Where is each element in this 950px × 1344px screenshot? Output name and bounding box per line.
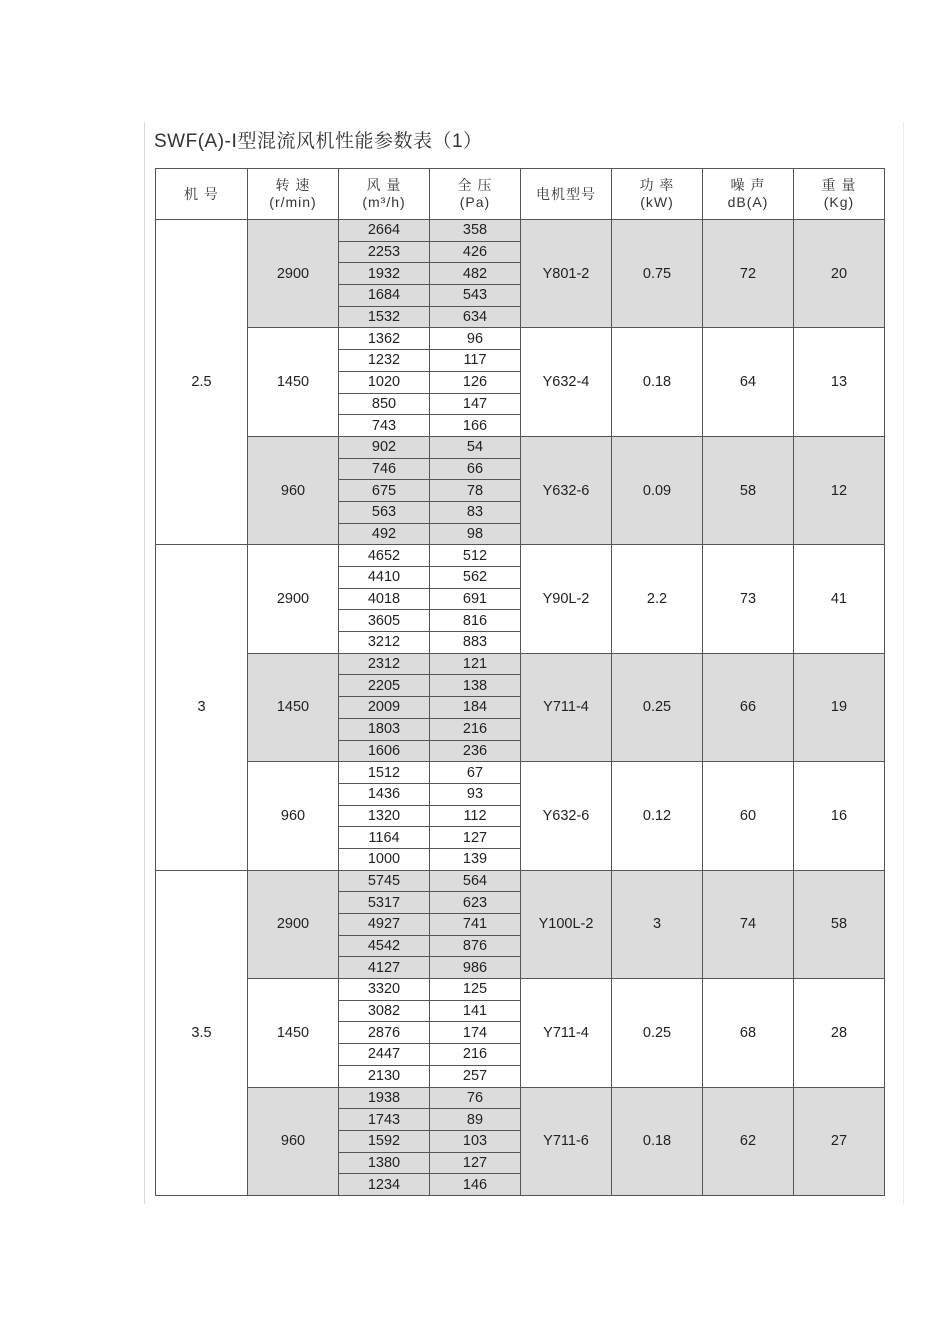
airflow-cell: 5745 — [339, 870, 430, 892]
noise-cell: 66 — [703, 653, 794, 761]
pressure-cell: 564 — [430, 870, 521, 892]
airflow-cell: 4542 — [339, 935, 430, 957]
header-pressure-label: 全 压 — [457, 177, 493, 193]
header-speed-unit: (r/min) — [269, 194, 317, 210]
airflow-cell: 743 — [339, 415, 430, 437]
speed-cell: 1450 — [248, 653, 339, 761]
header-power-unit: (kW) — [640, 194, 674, 210]
airflow-cell: 3212 — [339, 632, 430, 654]
header-power — [612, 169, 703, 220]
header-row — [156, 169, 885, 220]
motor-cell: Y632-6 — [521, 762, 612, 870]
power-cell: 0.09 — [612, 436, 703, 544]
airflow-cell: 1234 — [339, 1174, 430, 1196]
power-cell: 3 — [612, 870, 703, 978]
airflow-cell: 850 — [339, 393, 430, 415]
motor-cell: Y632-4 — [521, 328, 612, 436]
noise-cell: 72 — [703, 220, 794, 328]
pressure-cell: 125 — [430, 979, 521, 1001]
header-model-no: 机 号 — [156, 169, 248, 220]
pressure-cell: 257 — [430, 1065, 521, 1087]
motor-cell: Y100L-2 — [521, 870, 612, 978]
airflow-cell: 1000 — [339, 848, 430, 870]
airflow-cell: 2205 — [339, 675, 430, 697]
header-motor: 电机型号 — [521, 169, 612, 220]
header-noise-label: 噪 声 — [730, 177, 766, 193]
noise-cell: 68 — [703, 979, 794, 1087]
weight-cell: 19 — [794, 653, 885, 761]
pressure-cell: 76 — [430, 1087, 521, 1109]
pressure-cell: 67 — [430, 762, 521, 784]
airflow-cell: 1803 — [339, 718, 430, 740]
pressure-cell: 543 — [430, 285, 521, 307]
noise-cell: 60 — [703, 762, 794, 870]
noise-cell: 62 — [703, 1087, 794, 1195]
pressure-cell: 358 — [430, 220, 521, 242]
table-row — [156, 328, 885, 350]
power-cell: 0.25 — [612, 653, 703, 761]
motor-cell: Y90L-2 — [521, 545, 612, 653]
airflow-cell: 492 — [339, 523, 430, 545]
airflow-cell: 1380 — [339, 1152, 430, 1174]
speed-cell: 1450 — [248, 328, 339, 436]
airflow-cell: 563 — [339, 501, 430, 523]
airflow-cell: 902 — [339, 436, 430, 458]
speed-cell: 2900 — [248, 220, 339, 328]
airflow-cell: 4410 — [339, 567, 430, 589]
table-row — [156, 653, 885, 675]
pressure-cell: 66 — [430, 458, 521, 480]
motor-cell: Y632-6 — [521, 436, 612, 544]
weight-cell: 12 — [794, 436, 885, 544]
airflow-cell: 2876 — [339, 1022, 430, 1044]
header-pressure — [430, 169, 521, 220]
performance-table — [155, 168, 885, 1196]
header-speed — [248, 169, 339, 220]
speed-cell: 960 — [248, 1087, 339, 1195]
table-body — [156, 220, 885, 1196]
model-no-cell: 2.5 — [156, 220, 248, 545]
airflow-cell: 4652 — [339, 545, 430, 567]
table-row — [156, 220, 885, 242]
airflow-cell: 1592 — [339, 1130, 430, 1152]
pressure-cell: 103 — [430, 1130, 521, 1152]
motor-cell: Y711-4 — [521, 979, 612, 1087]
weight-cell: 41 — [794, 545, 885, 653]
pressure-cell: 147 — [430, 393, 521, 415]
pressure-cell: 623 — [430, 892, 521, 914]
pressure-cell: 126 — [430, 371, 521, 393]
weight-cell: 13 — [794, 328, 885, 436]
airflow-cell: 1164 — [339, 827, 430, 849]
speed-cell: 2900 — [248, 545, 339, 653]
noise-cell: 58 — [703, 436, 794, 544]
pressure-cell: 121 — [430, 653, 521, 675]
airflow-cell: 4018 — [339, 588, 430, 610]
airflow-cell: 2253 — [339, 241, 430, 263]
airflow-cell: 1743 — [339, 1109, 430, 1131]
weight-cell: 27 — [794, 1087, 885, 1195]
pressure-cell: 89 — [430, 1109, 521, 1131]
pressure-cell: 98 — [430, 523, 521, 545]
pressure-cell: 54 — [430, 436, 521, 458]
weight-cell: 28 — [794, 979, 885, 1087]
header-airflow — [339, 169, 430, 220]
pressure-cell: 691 — [430, 588, 521, 610]
airflow-cell: 1362 — [339, 328, 430, 350]
model-no-cell: 3.5 — [156, 870, 248, 1195]
pressure-cell: 741 — [430, 914, 521, 936]
pressure-cell: 166 — [430, 415, 521, 437]
pressure-cell: 876 — [430, 935, 521, 957]
airflow-cell: 2130 — [339, 1065, 430, 1087]
pressure-cell: 141 — [430, 1000, 521, 1022]
table-row — [156, 1087, 885, 1109]
pressure-cell: 96 — [430, 328, 521, 350]
airflow-cell: 2447 — [339, 1044, 430, 1066]
pressure-cell: 216 — [430, 1044, 521, 1066]
table-row — [156, 979, 885, 1001]
table-row — [156, 436, 885, 458]
pressure-cell: 139 — [430, 848, 521, 870]
pressure-cell: 146 — [430, 1174, 521, 1196]
airflow-cell: 1512 — [339, 762, 430, 784]
power-cell: 0.18 — [612, 328, 703, 436]
header-speed-label: 转 速 — [275, 177, 311, 193]
pressure-cell: 117 — [430, 350, 521, 372]
header-pressure-unit: (Pa) — [459, 194, 491, 210]
airflow-cell: 2009 — [339, 697, 430, 719]
header-noise-unit: dB(A) — [727, 194, 769, 210]
airflow-cell: 1232 — [339, 350, 430, 372]
table-row — [156, 545, 885, 567]
airflow-cell: 1606 — [339, 740, 430, 762]
airflow-cell: 3320 — [339, 979, 430, 1001]
airflow-cell: 1020 — [339, 371, 430, 393]
header-power-label: 功 率 — [639, 177, 675, 193]
table-row — [156, 870, 885, 892]
airflow-cell: 5317 — [339, 892, 430, 914]
airflow-cell: 3605 — [339, 610, 430, 632]
pressure-cell: 78 — [430, 480, 521, 502]
header-airflow-unit: (m³/h) — [362, 194, 406, 210]
pressure-cell: 562 — [430, 567, 521, 589]
pressure-cell: 634 — [430, 306, 521, 328]
airflow-cell: 1320 — [339, 805, 430, 827]
pressure-cell: 112 — [430, 805, 521, 827]
pressure-cell: 482 — [430, 263, 521, 285]
pressure-cell: 184 — [430, 697, 521, 719]
power-cell: 0.75 — [612, 220, 703, 328]
airflow-cell: 2664 — [339, 220, 430, 242]
motor-cell: Y801-2 — [521, 220, 612, 328]
pressure-cell: 986 — [430, 957, 521, 979]
motor-cell: Y711-6 — [521, 1087, 612, 1195]
speed-cell: 960 — [248, 762, 339, 870]
speed-cell: 960 — [248, 436, 339, 544]
airflow-cell: 1684 — [339, 285, 430, 307]
header-weight-label: 重 量 — [821, 177, 857, 193]
table-row — [156, 762, 885, 784]
pressure-cell: 83 — [430, 501, 521, 523]
pressure-cell: 512 — [430, 545, 521, 567]
airflow-cell: 1932 — [339, 263, 430, 285]
pressure-cell: 216 — [430, 718, 521, 740]
airflow-cell: 4927 — [339, 914, 430, 936]
noise-cell: 74 — [703, 870, 794, 978]
power-cell: 2.2 — [612, 545, 703, 653]
airflow-cell: 746 — [339, 458, 430, 480]
noise-cell: 73 — [703, 545, 794, 653]
airflow-cell: 1938 — [339, 1087, 430, 1109]
pressure-cell: 236 — [430, 740, 521, 762]
pressure-cell: 93 — [430, 783, 521, 805]
power-cell: 0.12 — [612, 762, 703, 870]
weight-cell: 16 — [794, 762, 885, 870]
airflow-cell: 1436 — [339, 783, 430, 805]
power-cell: 0.25 — [612, 979, 703, 1087]
weight-cell: 20 — [794, 220, 885, 328]
airflow-cell: 675 — [339, 480, 430, 502]
airflow-cell: 4127 — [339, 957, 430, 979]
header-airflow-label: 风 量 — [366, 177, 402, 193]
airflow-cell: 3082 — [339, 1000, 430, 1022]
pressure-cell: 426 — [430, 241, 521, 263]
pressure-cell: 127 — [430, 827, 521, 849]
airflow-cell: 1532 — [339, 306, 430, 328]
motor-cell: Y711-4 — [521, 653, 612, 761]
speed-cell: 2900 — [248, 870, 339, 978]
pressure-cell: 127 — [430, 1152, 521, 1174]
pressure-cell: 138 — [430, 675, 521, 697]
page-title: SWF(A)-Ⅰ型混流风机性能参数表（1） — [154, 131, 483, 152]
noise-cell: 64 — [703, 328, 794, 436]
model-no-cell: 3 — [156, 545, 248, 870]
speed-cell: 1450 — [248, 979, 339, 1087]
pressure-cell: 174 — [430, 1022, 521, 1044]
header-weight — [794, 169, 885, 220]
power-cell: 0.18 — [612, 1087, 703, 1195]
header-noise — [703, 169, 794, 220]
airflow-cell: 2312 — [339, 653, 430, 675]
pressure-cell: 883 — [430, 632, 521, 654]
weight-cell: 58 — [794, 870, 885, 978]
pressure-cell: 816 — [430, 610, 521, 632]
header-weight-unit: (Kg) — [823, 194, 855, 210]
